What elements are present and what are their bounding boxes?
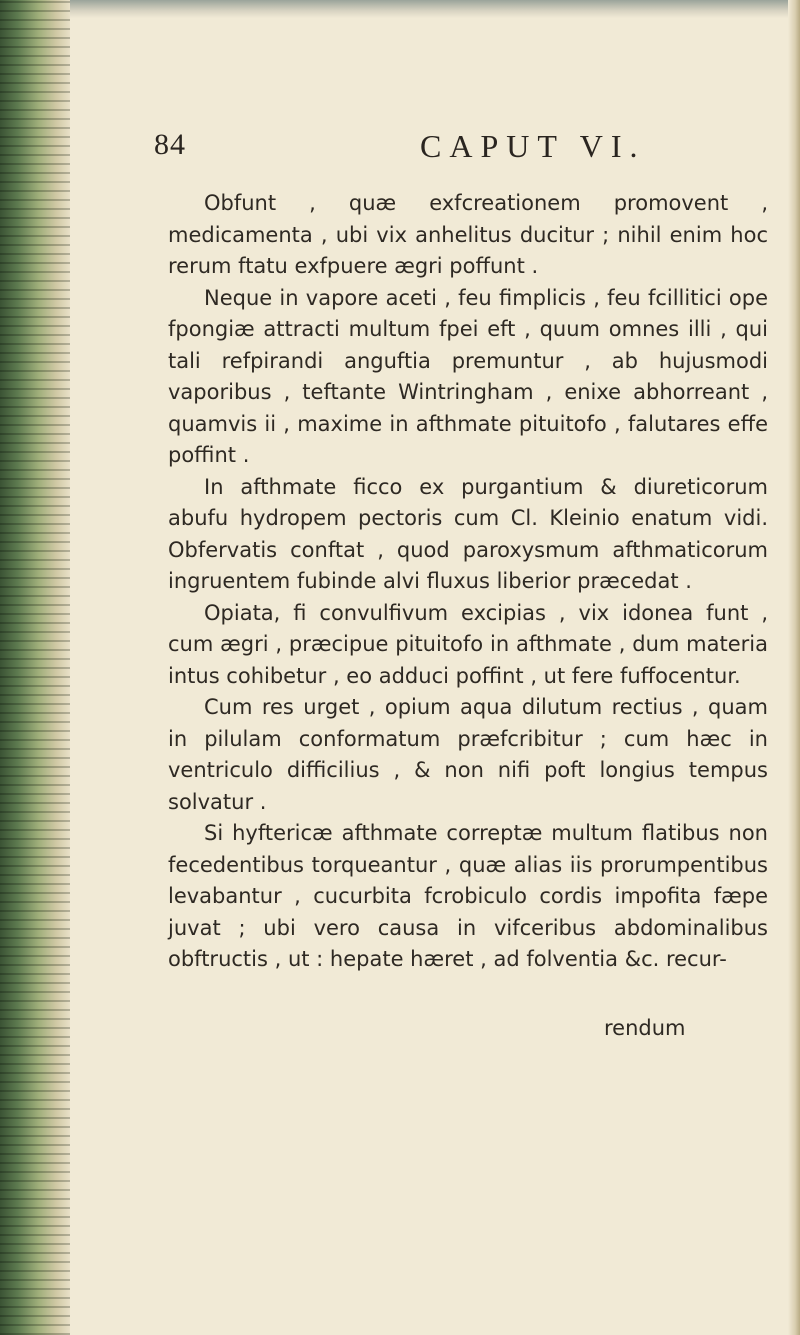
paragraph: Neque in vapore aceti , feu fimplicis , feu fcillitici ope fpongiæ attracti multum fpei eft , quum omnes illi , qui tali refpirandi anguftia premuntur , ab hujusmodi vaporibus , teftante Wintringham , enixe abhorreant , quamvis ii , maxime in afthmate pituitofo , falutares effe poffint .: [168, 285, 768, 467]
page-header: [154, 128, 774, 168]
page-top-edge: [70, 0, 800, 18]
catchword: rendum: [604, 1016, 686, 1040]
paragraph: In afthmate ficco ex purgantium & diureticorum abufu hydropem pectoris cum Cl. Kleinio enatum vidi. Obfervatis conftat , quod paroxysmum afthmaticorum ingruentem fubinde alvi fluxus liberior præcedat .: [168, 474, 768, 593]
body-text: [168, 188, 768, 976]
paragraph: Obfunt , quæ exfcreationem promovent , medicamenta , ubi vix anhelitus ducitur ; nihil enim hoc rerum ftatu exfpuere ægri poffunt .: [168, 191, 768, 278]
running-title: CAPUT VI.: [420, 128, 646, 164]
paragraph: Cum res urget , opium aqua dilutum rectius , quam in pilulam conformatum præfcribitur ; cum hæc in ventriculo difficilius , & non nifi poft longius tempus solvatur .: [168, 695, 768, 814]
paragraph: Si hyftericæ afthmate correptæ multum flatibus non fecedentibus torqueantur , quæ alias iis prorumpentibus levabantur , cucurbita fcrobiculo cordis impofita fæpe juvat ; ubi vero causa in vifceribus abdominalibus obftructis , ut : hepate hæret , ad folventia &c. recur-: [168, 821, 768, 971]
book-binding: [0, 0, 70, 1335]
page-number: 84: [154, 128, 186, 161]
page-right-edge: [788, 0, 800, 1335]
paragraph: Opiata, fi convulfivum excipias , vix idonea funt , cum ægri , præcipue pituitofo in afthmate , dum materia intus cohibetur , eo adduci poffint , ut fere fuffocentur.: [168, 600, 768, 688]
